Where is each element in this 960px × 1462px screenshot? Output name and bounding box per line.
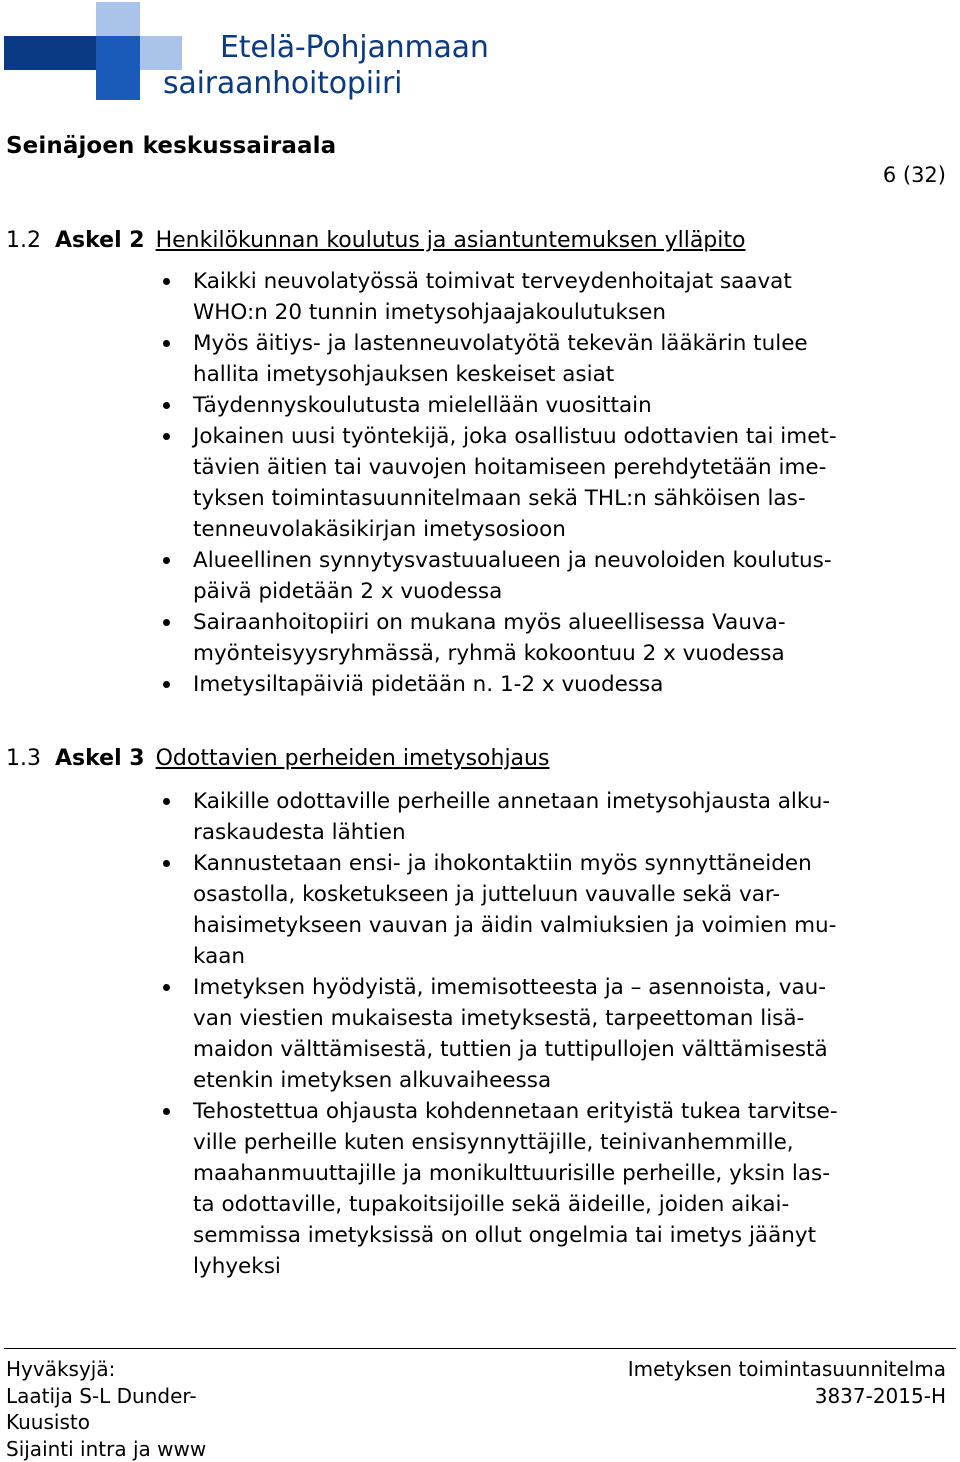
bullet-icon [163,984,170,991]
author-line2: Kuusisto [6,1410,90,1434]
bullet-list [6,786,956,1282]
section-topic: Henkilökunnan koulutus ja asiantuntemuksen ylläpito [155,228,746,253]
bullet-icon [163,557,170,564]
list-item: Kannustetaan ensi- ja ihokontaktiin myös synnyttäneiden osastolla, kosketukseen ja jutteluun vauvalle sekä var- haisimetykseen vauvan ja äidin valmiuksien ja voimien mu- kaan [6,848,953,972]
document-title: Imetyksen toimintasuunnitelma [627,1357,946,1381]
bullet-icon [163,340,170,347]
org-name-line1: Etelä-Pohjanmaan [220,30,489,65]
list-item: Tehostettua ohjausta kohdennetaan erityistä tukea tarvitse- ville perheille kuten ensisynnyttäjille, teinivanhemmille, maahanmuuttajille ja monikulttuurisille perheille, yksin las- ta odottaville, tupakoitsijoille sekä äideille, joiden aikai- semmissa imetyksissä on ollut ongelmia tai imetys jäänyt lyhyeksi [6,1096,953,1282]
section-step: Askel 3 [55,746,145,771]
section-number: 1.3 [6,746,41,771]
bullet-icon [163,433,170,440]
section-step-3 [6,744,956,1282]
section-step-2 [6,226,956,700]
document-location: Sijainti intra ja www [6,1436,207,1461]
bullet-icon [163,402,170,409]
section-heading [6,744,956,774]
section-step: Askel 2 [55,228,145,253]
bullet-icon [163,278,170,285]
section-heading [6,226,956,256]
org-name-line2: sairaanhoitopiiri [163,66,403,101]
organization-name [163,30,489,102]
list-item: Imetysiltapäiviä pidetään n. 1-2 x vuodessa [6,669,953,700]
document-code: 3837-2015-H [814,1383,946,1408]
bullet-list [6,266,956,700]
list-item: Kaikki neuvolatyössä toimivat terveydenhoitajat saavat WHO:n 20 tunnin imetysohjaajakoulutuksen [6,266,953,328]
footer-divider [4,1348,956,1349]
hospital-district-logo [4,0,186,100]
list-item: Jokainen uusi työntekijä, joka osallistuu odottavien tai imet- tävien äitien tai vauvojen hoitamiseen perehdytetään ime- tyksen toimintasuunnitelmaan sekä THL:n sähköisen las- tenneuvolakäsikirjan imetysosioon [6,421,953,545]
footer-left [6,1356,206,1462]
hospital-name: Seinäjoen keskussairaala [6,133,337,159]
footer-right [628,1356,946,1409]
bullet-icon [163,1108,170,1115]
list-item: Imetyksen hyödyistä, imemisotteesta ja – asennoista, vau- van viestien mukaisesta imetyksestä, tarpeettoman lisä- maidon välttämisestä, tuttien ja tuttipullojen välttämisestä etenkin imetyksen alkuvaiheessa [6,972,953,1096]
list-item: Täydennyskoulutusta mielellään vuosittain [6,390,953,421]
list-item: Myös äitiys- ja lastenneuvolatyötä tekevän lääkärin tulee hallita imetysohjauksen keskeiset asiat [6,328,953,390]
bullet-icon [163,860,170,867]
page-number: 6 (32) [882,163,946,187]
bullet-icon [163,798,170,805]
section-topic: Odottavien perheiden imetysohjaus [155,746,550,771]
bullet-icon [163,681,170,688]
list-item: Alueellinen synnytysvastuualueen ja neuvoloiden koulutus- päivä pidetään 2 x vuodessa [6,545,953,607]
approver-label: Hyväksyjä: [6,1357,116,1381]
list-item: Sairaanhoitopiiri on mukana myös alueellisessa Vauva- myönteisyysryhmässä, ryhmä kokoontuu 2 x vuodessa [6,607,953,669]
list-item: Kaikille odottaville perheille annetaan imetysohjausta alku- raskaudesta lähtien [6,786,953,848]
author-line1: Laatija S-L Dunder- [6,1383,197,1408]
section-number: 1.2 [6,228,41,253]
bullet-icon [163,619,170,626]
